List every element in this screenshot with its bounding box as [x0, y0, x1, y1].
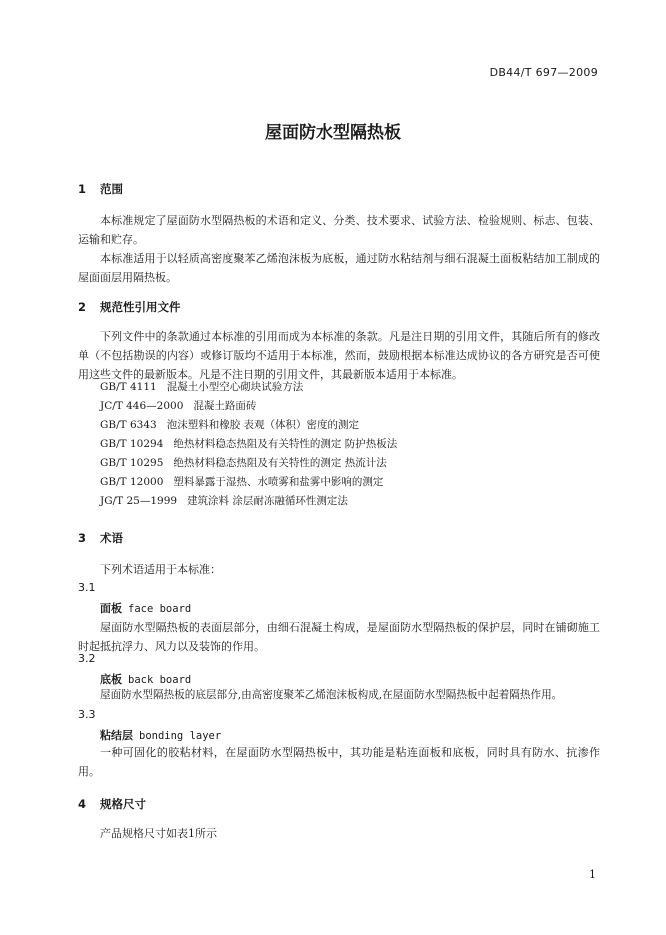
reference-item [100, 379, 397, 398]
term-definition: 一种可固化的胶粘材料，在屋面防水型隔热板中，其功能是粘连面板和底板，同时具有防水、抗渗作用。 [78, 746, 600, 778]
reference-item [100, 436, 397, 455]
document-title: 屋面防水型隔热板 [265, 123, 401, 143]
section-title: 规范性引用文件 [100, 300, 181, 314]
page-number: 1 [589, 868, 596, 881]
section-1-paragraph-1: 本标准规定了屋面防水型隔热板的术语和定义、分类、技术要求、试验方法、检验规则、标志、包装、运输和贮存。 [78, 214, 600, 246]
term-chinese: 面板 [100, 602, 122, 615]
term-number: 3.1 [78, 581, 96, 594]
reference-name: 泡沫塑料和橡胶 表观（体积）密度的测定 [166, 419, 360, 431]
term-number: 3.2 [78, 652, 96, 665]
section-3-heading [78, 530, 123, 546]
section-number: 3 [78, 531, 87, 545]
term-english: face board [128, 603, 192, 615]
reference-item [100, 455, 397, 474]
reference-name: 绝热材料稳态热阻及有关特性的测定 热流计法 [173, 457, 387, 469]
section-2-paragraph-1: 下列文件中的条款通过本标准的引用而成为本标准的条款。凡是注日期的引用文件，其随后所有的修改单（不包括勘误的内容）或修订版均不适用于本标准，然而，鼓励根据本标准达成协议的各方研究是否可使用这些文件的最新版本。凡是不注日期的引用文件，其最新版本适用于本标准。 [78, 330, 600, 381]
term-definition: 屋面防水型隔热板的表面层部分，由细石混凝土构成，是屋面防水型隔热板的保护层，同时在铺砌施工时起抵抗浮力、风力以及装饰的作用。 [78, 621, 600, 653]
section-title: 术语 [100, 531, 123, 545]
section-1-heading [78, 181, 123, 197]
reference-code: GB/T 6343 [100, 419, 157, 431]
reference-name: 塑料暴露于湿热、水喷雾和盐雾中影响的测定 [173, 476, 384, 488]
reference-item [100, 417, 397, 436]
section-number: 1 [78, 182, 87, 196]
reference-name: 混凝土小型空心砌块试验方法 [166, 381, 304, 393]
term-number: 3.3 [78, 708, 96, 721]
section-4-heading [78, 796, 146, 812]
section-number: 4 [78, 797, 87, 811]
term-heading [100, 600, 191, 616]
reference-name: 建筑涂料 涂层耐冻融循环性测定法 [187, 495, 348, 507]
section-number: 2 [78, 300, 87, 314]
term-english: bonding layer [139, 730, 222, 742]
reference-code: GB/T 10295 [100, 457, 164, 469]
reference-name: 混凝土路面砖 [193, 400, 257, 412]
reference-item [100, 474, 397, 493]
section-4-paragraph-1: 产品规格尺寸如表1所示 [100, 827, 217, 840]
section-1-paragraph-2: 本标准适用于以轻质高密度聚苯乙烯泡沫板为底板，通过防水粘结剂与细石混凝土面板粘结加工制成的屋面面层用隔热板。 [78, 252, 600, 284]
term-heading [100, 727, 221, 743]
reference-code: JC/T 446—2000 [100, 400, 184, 412]
reference-code: GB/T 4111 [100, 381, 157, 393]
term-chinese: 粘结层 [100, 729, 133, 742]
reference-name: 绝热材料稳态热阻及有关特性的测定 防护热板法 [173, 438, 398, 450]
reference-code: GB/T 12000 [100, 476, 164, 488]
reference-code: GB/T 10294 [100, 438, 164, 450]
term-english: back board [128, 674, 192, 686]
section-3-intro: 下列术语适用于本标准： [100, 563, 221, 576]
term-definition: 屋面防水型隔热板的底层部分,由高密度聚苯乙烯泡沫板构成,在屋面防水型隔热板中起着隔热作用。 [100, 689, 563, 701]
reference-item [100, 493, 397, 512]
standard-code: DB44/T 697—2009 [489, 66, 598, 79]
reference-item [100, 398, 397, 417]
section-title: 规格尺寸 [100, 797, 146, 811]
section-2-heading [78, 299, 181, 315]
term-chinese: 底板 [100, 673, 122, 686]
section-title: 范围 [100, 182, 123, 196]
reference-code: JG/T 25—1999 [100, 495, 178, 507]
term-heading [100, 671, 191, 687]
reference-list [100, 379, 397, 512]
